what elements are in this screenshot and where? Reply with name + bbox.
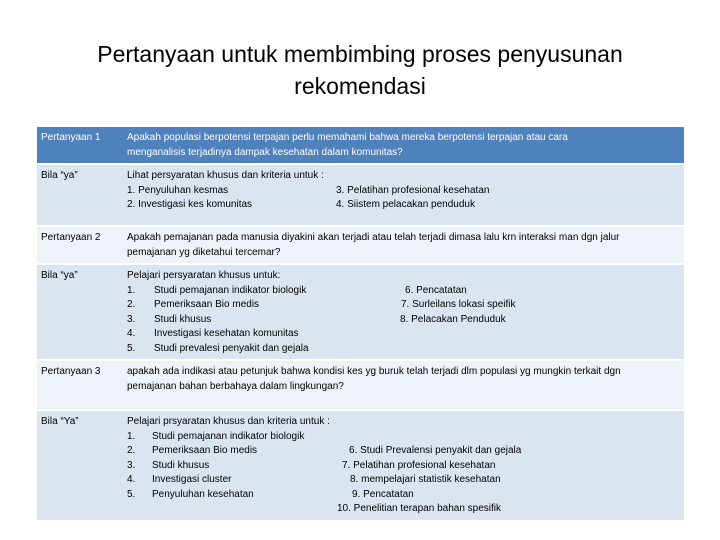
list-item-right: 8. Pelacakan Penduduk [400,313,506,325]
list-line [127,488,680,503]
list-item-left: Studi prevalesi penyakit dan gejala [154,342,309,354]
list-line [127,284,680,299]
list-line [127,473,680,488]
list-number: 1. [127,430,136,442]
table-row [37,411,684,520]
title-line-2: rekomendasi [294,73,426,99]
list-line [127,342,680,357]
list-item-left: 1. Penyuluhan kesmas [127,184,229,196]
list-line [127,444,680,459]
list-line [127,459,680,474]
content-line: menganalisis terjadinya dampak kesehatan dalam komunitas? [127,146,403,158]
list-item-left: Pemeriksaan Bio medis [154,299,260,310]
list-number: 2. [127,445,136,456]
content-line: Lihat persyaratan khusus dan kriteria untuk : [127,170,324,181]
row-label: Bila “ya” [37,265,123,359]
content-line: apakah ada indikasi atau petunjuk bahwa kondisi kes yg buruk telah terjadi dlm populasi yg mungkin terkait dgn [127,366,621,377]
content-line: Apakah populasi berpotensi terpajan perlu memahami bahwa mereka berpotensi terpajan atau cara [127,132,568,143]
content-line: Pelajari prsyaratan khusus dan kriteria untuk : [127,416,330,427]
row-label: Pertanyaan 2 [37,227,123,263]
row-content [123,227,684,263]
list-item-left: Studi khusus [154,313,212,325]
row-label: Pertanyaan 1 [37,127,123,163]
list-number: 2. [127,299,136,310]
row-content [123,361,684,409]
list-item-right: 7. Pelatihan profesional kesehatan [342,459,496,471]
table-row [37,165,684,225]
row-label: Bila “Ya” [37,411,123,520]
slide-title [60,38,660,102]
list-line [127,313,680,328]
list-number: 5. [127,342,136,354]
list-item-right: 3. Pelatihan profesional kesehatan [336,184,490,196]
list-item-left: Pemeriksaan Bio medis [152,445,258,456]
list-item-left: Studi khusus [152,459,210,471]
list-item-left: Studi pemajanan indikator biologik [152,430,305,442]
table-row [37,361,684,409]
list-number: 3. [127,459,136,471]
table-row [37,265,684,359]
content-line: Apakah pemajanan pada manusia diyakini akan terjadi atau telah terjadi dimasa lalu krn interaksi man dgn jalur [127,232,620,243]
list-item-left: Penyuluhan kesehatan [152,488,254,500]
list-item-right: 6. Studi Prevalensi penyakit dan gejala [349,445,522,456]
list-item-left: Investigasi kesehatan komunitas [154,328,299,339]
content-line: Pelajari persyaratan khusus untuk: [127,270,281,281]
list-line [127,502,680,517]
content-line: pemajanan bahan berbahaya dalam lingkungan? [127,380,344,392]
content-line: pemajanan yg diketahui tercemar? [127,246,281,258]
row-label: Bila “ya” [37,165,123,225]
list-item-left: Studi pemajanan indikator biologik [154,284,307,296]
row-label: Pertanyaan 3 [37,361,123,409]
list-item-left: Investigasi cluster [152,474,232,485]
list-number: 1. [127,284,136,296]
list-number: 4. [127,474,136,485]
list-item-right: 8. mempelajari statistik kesehatan [350,474,501,485]
list-item-right: 6. Pencatatan [405,284,467,296]
table-row [37,227,684,263]
list-number: 5. [127,488,136,500]
row-content [123,165,684,225]
list-line [127,184,680,199]
list-line [127,298,680,313]
row-content [123,265,684,359]
table-row [37,127,684,163]
title-line-1: Pertanyaan untuk membimbing proses penyusunan [97,41,623,67]
row-content [123,411,684,520]
row-content [123,127,684,163]
list-number: 3. [127,313,136,325]
list-item-left: 2. Investigasi kes komunitas [127,199,253,210]
list-line [127,198,680,213]
list-item-right: 10. Penelitian terapan bahan spesifik [337,503,502,514]
list-item-right: 9. Pencatatan [352,488,414,500]
list-number: 4. [127,328,136,339]
question-table [37,125,684,522]
list-line [127,430,680,445]
list-item-right: 4. Siistem pelacakan penduduk [336,199,475,210]
list-item-right: 7. Surleilans lokasi speifik [401,299,516,310]
list-line [127,327,680,342]
